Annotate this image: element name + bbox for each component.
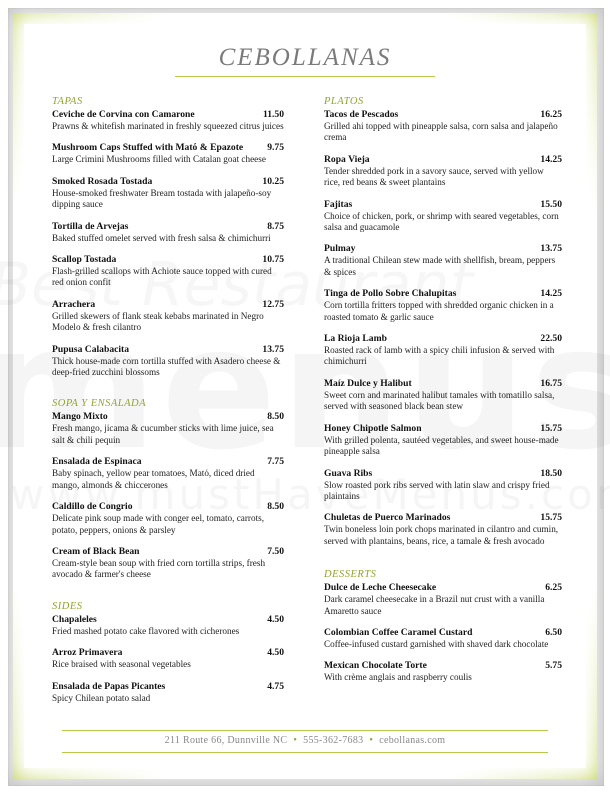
section-title: DESSERTS (324, 569, 377, 581)
section-title: SIDES (52, 600, 83, 612)
menu-item (324, 378, 562, 413)
menu-item (324, 288, 562, 323)
item-description: Flash-grilled scallops with Achiote sauce topped with cured red onion confit (52, 266, 272, 288)
item-name: Ensalada de Papas Picantes (52, 680, 166, 692)
section-tapas (52, 96, 284, 378)
item-description: Twin boneless loin pork chops marinated in cilantro and cumin, served with plantains, beans, rice, a tamale & fresh avocado (324, 524, 559, 546)
item-description: Thick house-made corn tortilla stuffed with Asadero cheese & deep-fried zucchini blossoms (52, 355, 281, 378)
item-name: Maíz Dulce y Halibut (324, 377, 412, 389)
item-description: Delicate pink soup made with conger eel, tomato, carrots, potato, peppers, onions & parsley (52, 513, 265, 535)
item-price: 8.50 (267, 411, 284, 423)
item-description: Dark caramel cheesecake in a Brazil nut crust with a vanilla Amaretto sauce (324, 594, 545, 616)
item-price: 18.50 (540, 467, 562, 479)
item-description: Slow roasted pork ribs served with latin slaw and crispy fried plaintains (324, 479, 550, 501)
item-price: 15.75 (540, 512, 562, 524)
item-price: 22.50 (540, 333, 562, 345)
item-price: 15.75 (540, 422, 562, 434)
item-description: Corn tortilla fritters topped with shredded organic chicken in a roasted tomato & garlic sauce (324, 300, 554, 322)
menu-item (52, 647, 284, 670)
item-name: Arroz Primavera (52, 647, 123, 659)
menu-item (324, 243, 562, 278)
item-name: Pulmay (324, 243, 356, 255)
menu-item (324, 512, 562, 547)
footer-website: cebollanas.com (379, 735, 446, 746)
item-name: Arrachera (52, 298, 96, 310)
item-description: House-smoked freshwater Bream tostada with jalapeño-soy dipping sauce (52, 187, 272, 210)
menu-item (324, 582, 562, 617)
item-price: 16.25 (540, 109, 562, 120)
menu-item (52, 176, 284, 211)
item-name: Tortilla de Arvejas (52, 220, 129, 232)
item-price: 7.50 (267, 545, 284, 557)
section-sides (52, 601, 284, 704)
item-description: Choice of chicken, pork, or shrimp with seared vegetables, corn salsa and guacamole (324, 210, 559, 233)
section-platos (324, 96, 562, 547)
item-name: Dulce de Leche Cheesecake (324, 582, 437, 594)
item-name: Scallop Tostada (52, 254, 117, 266)
menu-item (324, 660, 562, 683)
item-name: La Rioja Lamb (324, 333, 387, 345)
item-price: 12.75 (262, 298, 284, 310)
item-description: Cream-style bean soup with fried corn tortilla strips, fresh avocado & farmer's cheese (52, 557, 266, 580)
item-description: Sweet corn and marinated halibut tamales with tomatillo salsa, served with seasoned black bean stew (324, 389, 555, 412)
separator-dot: • (293, 735, 298, 746)
item-name: Chuletas de Puerco Marinados (324, 512, 451, 524)
footer-divider-bottom (62, 752, 548, 753)
item-name: Honey Chipotle Salmon (324, 422, 422, 434)
item-price: 10.25 (262, 175, 284, 187)
menu-item (324, 333, 562, 368)
menu-item (52, 299, 284, 334)
item-name: Guava Ribs (324, 467, 373, 479)
item-price: 4.50 (267, 613, 284, 625)
item-description: Prawns & whitefish marinated in freshly squeezed citrus juices (52, 121, 284, 131)
menu-item (324, 109, 562, 144)
section-desserts (324, 569, 562, 684)
menu-item (324, 154, 562, 189)
item-name: Ropa Vieja (324, 153, 370, 165)
item-price: 11.50 (262, 109, 284, 120)
item-name: Caldillo de Congrio (52, 501, 133, 513)
item-price: 4.50 (267, 647, 284, 659)
menu-item (52, 546, 284, 581)
item-description: Coffee-infused custard garnished with shaved dark chocolate (324, 638, 549, 649)
section-title: SOPA Y ENSALADA (52, 398, 147, 410)
menu-item (52, 109, 284, 132)
item-price: 9.75 (267, 142, 284, 154)
menu-item (52, 344, 284, 379)
restaurant-title: CEBOLLANAS (218, 44, 392, 71)
menu-item (52, 221, 284, 244)
item-name: Mexican Chocolate Torte (324, 660, 427, 672)
item-name: Smoked Rosada Tostada (52, 175, 153, 187)
menu-item (52, 456, 284, 491)
menu-item (324, 627, 562, 650)
menu-item (324, 468, 562, 503)
item-name: Pupusa Calabacita (52, 343, 130, 355)
item-description: Grilled skewers of flank steak kebabs marinated in Negro Modelo & fresh cilantro (52, 310, 264, 333)
item-price: 6.25 (545, 582, 562, 594)
item-price: 14.25 (540, 153, 562, 165)
item-description: Fried mashed potato cake flavored with cicherones (52, 625, 240, 636)
item-description: Tender shredded pork in a savory sauce, served with yellow rice, red beans & sweet plantains (324, 165, 544, 188)
item-price: 16.75 (540, 377, 562, 389)
item-price: 13.75 (540, 243, 562, 255)
menu-item (52, 142, 284, 165)
footer-divider-top (62, 730, 548, 731)
menu-item (52, 411, 284, 446)
right-column (324, 96, 562, 694)
item-price: 4.75 (267, 680, 284, 692)
item-description: Baby spinach, yellow pear tomatoes, Matό, diced dried mango, almonds & chiccerones (52, 468, 255, 490)
separator-dot: • (369, 735, 374, 746)
section-title: TAPAS (52, 96, 83, 107)
item-description: With crème anglais and raspberry coulis (324, 672, 472, 683)
item-description: Large Crimini Mushrooms filled with Catalan goat cheese (52, 154, 266, 165)
menu-item (52, 254, 284, 289)
item-description: Spicy Chilean potato salad (52, 692, 151, 703)
section-sopa-y-ensalada (52, 398, 284, 580)
item-description: Roasted rack of lamb with a spicy chili infusion & served with chimichurri (324, 345, 555, 367)
menu-item (52, 614, 284, 637)
item-price: 7.75 (267, 456, 284, 468)
item-name: Fajitas (324, 198, 353, 210)
item-name: Ensalada de Espinaca (52, 456, 142, 468)
item-name: Tinga de Pollo Sobre Chalupitas (324, 288, 457, 300)
item-name: Chapaleles (52, 613, 97, 625)
item-description: A traditional Chilean stew made with shellfish, bream, peppers & spices (324, 255, 556, 277)
item-price: 6.50 (545, 626, 562, 638)
item-name: Tacos de Pescados (324, 109, 399, 120)
footer-phone: 555-362-7683 (303, 735, 364, 746)
menu-item (324, 199, 562, 234)
menu-item (52, 501, 284, 536)
item-name: Ceviche de Corvina con Camarone (52, 109, 195, 120)
footer-address: 211 Route 66, Dunnville NC (164, 735, 288, 746)
title-divider (175, 76, 435, 77)
item-price: 10.75 (262, 254, 284, 266)
section-title: PLATOS (324, 96, 364, 107)
menu-item (52, 681, 284, 704)
item-price: 5.75 (545, 660, 562, 672)
item-price: 14.25 (540, 288, 562, 300)
item-name: Mushroom Caps Stuffed with Matό & Epazote (52, 142, 244, 154)
item-price: 8.50 (267, 501, 284, 513)
item-price: 13.75 (262, 343, 284, 355)
footer (0, 735, 610, 746)
left-column (52, 96, 284, 714)
item-description: Baked stuffed omelet served with fresh salsa & chimichurri (52, 232, 271, 243)
item-description: Fresh mango, jicama & cucumber sticks with lime juice, sea salt & chili pequin (52, 423, 274, 445)
item-description: Rice braised with seasonal vegetables (52, 659, 191, 670)
menu-item (324, 423, 562, 458)
item-description: Grilled ahi topped with pineapple salsa, corn salsa and jalapeño crema (324, 121, 558, 143)
item-description: With grilled polenta, sautéed vegetables, and sweet house-made pineapple salsa (324, 434, 559, 457)
item-name: Cream of Black Bean (52, 545, 140, 557)
item-price: 8.75 (267, 220, 284, 232)
item-name: Mango Mixto (52, 411, 108, 423)
item-price: 15.50 (540, 198, 562, 210)
item-name: Colombian Coffee Caramel Custard (324, 626, 473, 638)
